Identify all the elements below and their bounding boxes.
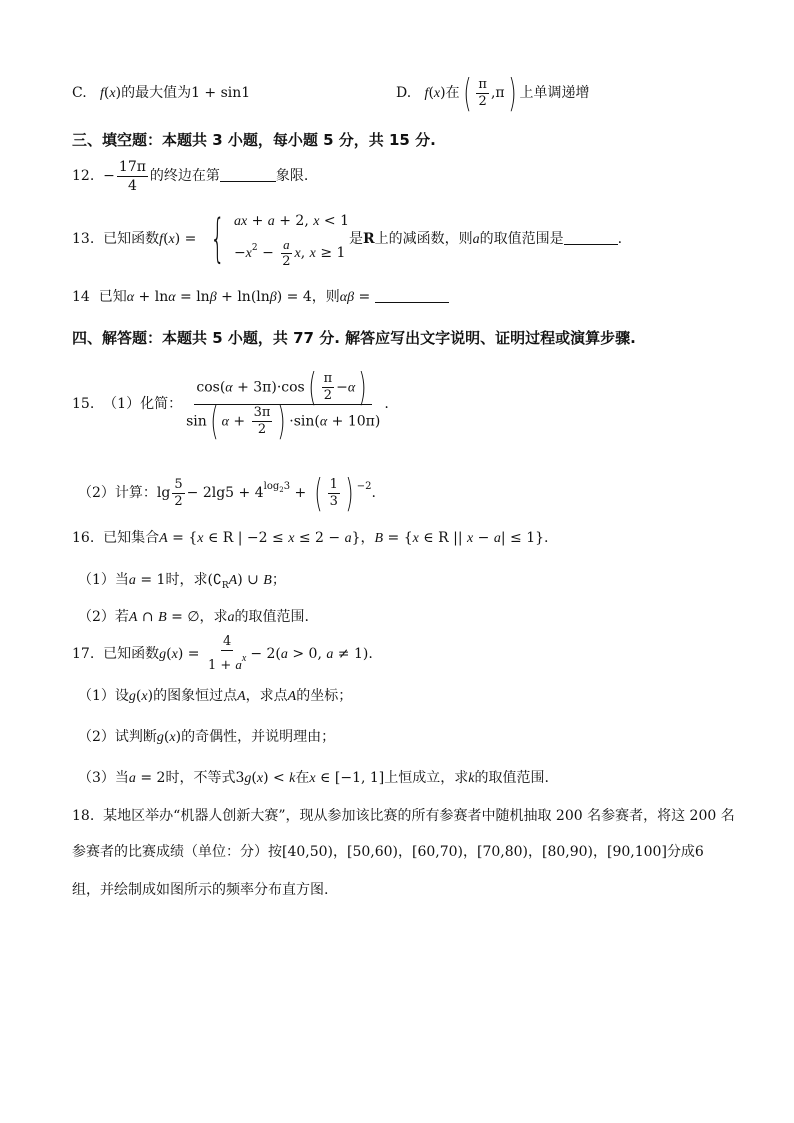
question-17-part-3: （3）当a = 2时，不等式3g(x) < k在x ∈ [−1, 1]上恒成立，求k的取值范围. [78, 770, 549, 786]
question-16-part-1: （1）当a = 1时，求$(∁_RA)$ ∪ B； [78, 572, 286, 591]
question-15-part-1: 15. （1）化简： cos(α + 3π)·cos( $\frac{\pi}{2}$ −α) sin( α + $\frac{3\pi}{2}$ ) ·sin(α + 10π) . [72, 365, 389, 443]
question-12: 12. − $\frac{17\pi}{4}$ 的终边在第 象限. [72, 158, 309, 194]
answer-blank-12[interactable] [220, 167, 276, 182]
question-15-part-2: （2）计算：lg $\frac{5}{2}$ − $2\lg 5 + 4^{log_23}$ + ( $\frac{1}{3}$ ) $^{-2}$. [78, 471, 376, 515]
answer-blank-13[interactable] [564, 230, 618, 245]
option-c: C. f(x)的最大值为1 + sin1 [72, 85, 251, 101]
section-4-heading: 四、解答题：本题共 5 小题，共 77 分. 解答应写出文字说明、证明过程或演算步骤. [72, 329, 636, 347]
question-17-part-1: （1）设g(x)的图象恒过点A，求点A的坐标； [78, 688, 353, 704]
answer-blank-14[interactable] [375, 288, 449, 303]
question-13: 13. 已知函数f(x) = { ax + a + 2, x < 1 $-x^2$ − $\frac{a}{2}$ x, x ≥ 1 是R上的减函数，则a的取值范围是 . [72, 209, 623, 269]
question-17-part-2: （2）试判断g(x)的奇偶性，并说明理由； [78, 729, 336, 745]
question-16-part-2: （2）若A ∩ B = ∅，求a的取值范围. [78, 609, 309, 625]
option-d: D. f(x)在( $\frac{\pi}{2}$ ,π) 上单调递增 [396, 71, 590, 115]
question-16: 16. 已知集合A = {x ∈ R | −2 ≤ x ≤ 2 − a}，B = {x ∈ R || x − a| ≤ 1}. [72, 530, 549, 546]
question-14: 14 已知α + lnα = lnβ + ln(lnβ) = 4，则αβ = [72, 287, 449, 308]
question-17: 17. 已知函数g(x) = $\frac{4}{1 + a^x}$ − 2(a > 0, a ≠ 1). [72, 634, 373, 673]
question-18-line-2: 参赛者的比赛成绩（单位：分）按[40,50)，[50,60)，[60,70)，[70,80)，[80,90)，[90,100]分成6 [72, 844, 704, 860]
question-18-line-3: 组，并绘制成如图所示的频率分布直方图. [72, 882, 329, 898]
question-18: 18. 某地区举办“机器人创新大赛”，现从参加该比赛的所有参赛者中随机抽取 200 名参赛者，将这 200 名 [72, 808, 735, 824]
section-3-heading: 三、填空题：本题共 3 小题，每小题 5 分，共 15 分. [72, 131, 436, 149]
